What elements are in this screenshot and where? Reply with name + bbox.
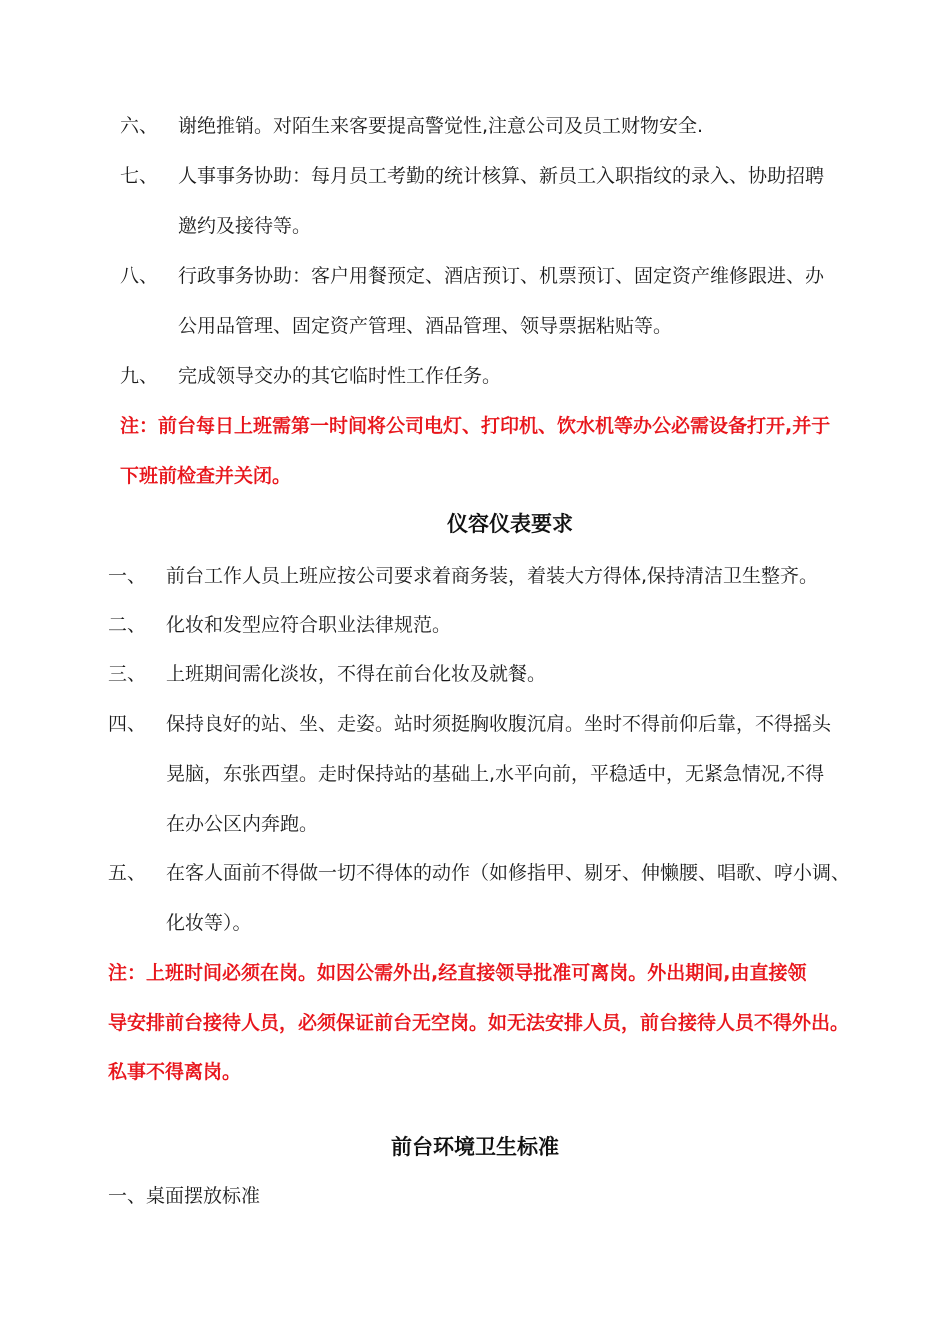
subsection-heading: 一、桌面摆放标准 [108,1185,261,1207]
item-number: 一、 [108,565,147,587]
item-number: 四、 [108,713,147,735]
item-text: 人事事务协助：每月员工考勤的统计核算、新员工入职指纹的录入、协助招聘 [178,165,825,187]
item-number: 六、 [120,115,159,137]
item-number: 三、 [108,663,147,685]
item-text: 在办公区内奔跑。 [166,813,319,835]
item-number: 九、 [120,365,159,387]
item-text: 化妆和发型应符合职业法律规范。 [166,614,452,636]
item-number: 七、 [120,165,159,187]
item-text: 晃脑，东张西望。走时保持站的基础上,水平向前，平稳适中，无紧急情况,不得 [166,763,825,785]
item-text: 谢绝推销。对陌生来客要提高警觉性,注意公司及员工财物安全. [178,115,704,137]
note-text: 注：上班时间必须在岗。如因公需外出,经直接领导批准可离岗。外出期间,由直接领 [108,962,807,984]
item-text: 前台工作人员上班应按公司要求着商务装，着装大方得体,保持清洁卫生整齐。 [166,565,819,587]
item-number: 八、 [120,265,159,287]
item-text: 保持良好的站、坐、走姿。站时须挺胸收腹沉肩。坐时不得前仰后靠，不得摇头 [166,713,832,735]
note-text: 私事不得离岗。 [108,1061,242,1083]
item-number: 五、 [108,862,147,884]
item-text: 上班期间需化淡妆，不得在前台化妆及就餐。 [166,663,547,685]
section-title: 前台环境卫生标准 [391,1135,559,1159]
item-text: 公用品管理、固定资产管理、酒品管理、领导票据粘贴等。 [178,315,673,337]
item-text: 在客人面前不得做一切不得体的动作（如修指甲、剔牙、伸懒腰、唱歌、哼小调、 [166,862,851,884]
item-text: 行政事务协助：客户用餐预定、酒店预订、机票预订、固定资产维修跟进、办 [178,265,825,287]
note-text: 注：前台每日上班需第一时间将公司电灯、打印机、饮水机等办公必需设备打开,并于 [120,415,831,437]
note-text: 下班前检查并关闭。 [120,465,292,487]
item-number: 二、 [108,614,147,636]
section-title: 仪容仪表要求 [447,512,573,536]
item-text: 完成领导交办的其它临时性工作任务。 [178,365,502,387]
note-text: 导安排前台接待人员，必须保证前台无空岗。如无法安排人员，前台接待人员不得外出。 [108,1012,850,1034]
item-text: 邀约及接待等。 [178,215,312,237]
item-text: 化妆等）。 [166,912,252,934]
